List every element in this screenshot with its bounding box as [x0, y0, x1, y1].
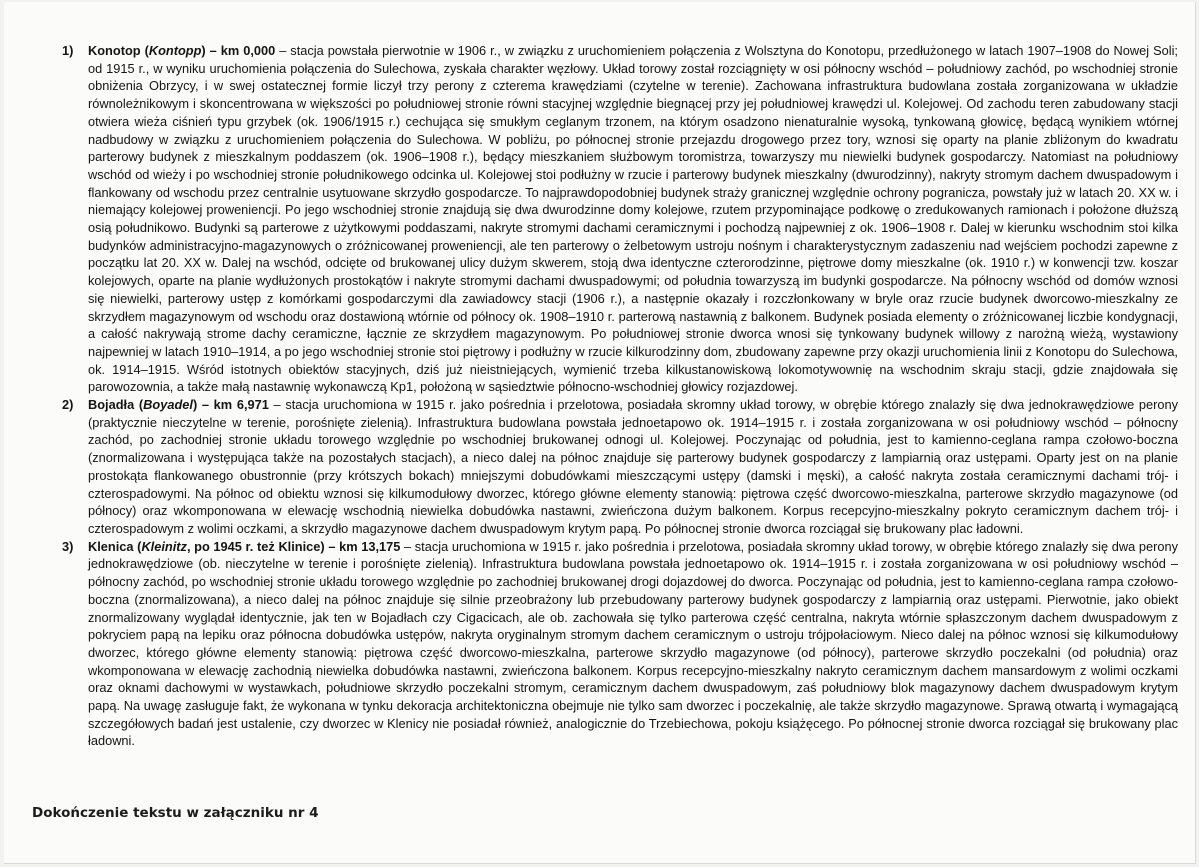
- station-entry-konotop: [54, 42, 1178, 396]
- paren-close: ): [192, 397, 198, 413]
- station-name: Konotop: [88, 43, 141, 58]
- paren-close: ): [320, 538, 325, 554]
- station-list: [54, 42, 1178, 750]
- paren-close: ): [201, 43, 206, 58]
- station-description: – stacja uruchomiona w 1915 r. jako pośrednia i przelotowa, posiadała skromny układ torowy, w obrębie którego znalazły się dwa jednokrawędziowe perony (praktycznie nieczytelne w terenie, porośnięte zielenią). Infrastruktura budowlana powstała jednoetapowo ok. 1914–1915 r. i została zorganizowana w osi południowy wschód – północny zachód, po zachodniej stronie układu torowego względnie po wschodniej brukowanej odnogi ul. Kolejowej. Poczynając od południa, jest to kamienno-ceglana rampa czołowo-boczna (znormalizowana i występująca także na pozostałych stacjach), a nieco dalej na północ znajduje się parterowy budynek gospodarczy z lampiarnią oraz ustępami. Oparty jest on na planie prostokąta flankowanego obustronnie (przy krótszych bokach) mniejszymi dobudówkami mieszczącymi ustępy (damski i męski), a całość nakryta została ceramicznymi dachami trój- i czterospadowymi. Na północ od obiektu wznosi się kilkumodułowy dworzec, którego główne elementy stanowią: piętrowa część dworcowo-mieszkalna, parterowe skrzydło magazynowe (od północy) oraz wkomponowana w elewację wschodnią niewielka dobudówka nastawni, zwieńczona dużym balkonem. Korpus recepcyjno-mieszkalny pokryto ceramicznym dachem trój- i czterospadowym z wolimi oczkami, a skrzydło magazynowe dachem dwuspadowym krytym papą. Po północnej stronie dworca rozciągał się brukowany plac ładowni.: [88, 397, 1178, 536]
- station-km: – km 6,971: [197, 397, 269, 413]
- station-entry-bojadla: [54, 396, 1178, 538]
- entry-number: 2): [62, 397, 74, 413]
- paren-open: (: [133, 538, 142, 554]
- station-name: Bojadła: [88, 397, 135, 413]
- paren-open: (: [134, 397, 144, 413]
- station-german-name: Kontopp: [148, 43, 202, 58]
- name-connector: , po 1945 r. też: [186, 538, 279, 554]
- station-km: – km 0,000: [205, 43, 276, 58]
- entry-number: 1): [62, 43, 74, 58]
- station-alt-name: Klinice: [278, 538, 321, 554]
- document-page: [4, 2, 1196, 864]
- station-german-name: Kleinitz: [141, 538, 187, 554]
- station-german-name: Boyadel: [143, 397, 193, 413]
- station-name: Klenica: [88, 538, 134, 554]
- station-description: – stacja powstała pierwotnie w 1906 r., w związku z uruchomieniem połączenia z Wolsztyna do Konotopu, przedłużonego w latach 1907–1908 do Nowej Soli; od 1915 r., w wyniku uruchomienia połączenia do Sulechowa, zyskała charakter węzłowy. Układ torowy został rozciągnięty w osi północny wschód – południowy zachód, po wschodniej stronie obniżenia Obrzycy, i w swej ostatecznej formie liczył trzy perony z czterema krawędziami (czytelne w terenie). Zachowana infrastruktura budowlana została zorganizowana w układzie równoleżnikowym i skoncentrowana w większości po południowej stronie równi stacyjnej względnie biegnącej przy jej południowej krawędzi ul. Kolejowej. Od zachodu teren zabudowany stacji otwiera wieża ciśnień typu grzybek (ok. 1906/1915 r.) cechująca się smukłym ceglanym trzonem, na którym osadzono nienaturalnie wysoką, tynkowaną głowicę, będącą wynikiem wtórnej nadbudowy w związku z uruchomieniem połączenia do Sulechowa. W pobliżu, po północnej stronie przejazdu drogowego przez tory, wznosi się oparty na planie zbliżonym do kwadratu parterowy budynek z mieszkalnym poddaszem (ok. 1906–1908 r.), będący mieszkaniem służbowym toromistrza, towarzyszy mu niewielki budynek gospodarczy. Natomiast na południowy wschód od wieży i po wschodniej stronie południkowego odcinka ul. Kolejowej stoi podłużny w rzucie i parterowy budynek mieszkalny (dwurodzinny), nakryty stromym dachem dwuspadowym i flankowany od wschodu przez centralnie usytuowane skrzydło gospodarcze. To najprawdopodobniej budynek straży granicznej względnie ochrony pogranicza, powstały już w latach 20. XX w. i niemający kolejowej proweniencji. Po jego wschodniej stronie znajdują się dwa dwurodzinne domy kolejowe, rzutem przypominające podkowę o zredukowanych ramionach i położone dłuższą osią południkowo. Budynki są parterowe z użytkowymi poddaszami, nakryte stromymi dachami ceramicznymi i pochodzą najpewniej z ok. 1906–1908 r. Dalej w kierunku wschodnim stoi kilka budynków administracyjno-magazynowych o zróżnicowanej proweniencji, ale ten parterowy o żelbetowym ustroju nośnym i charakterystycznym zadaszeniu nad wejściem pochodzi zapewne z początku lat 20. XX w. Dalej na wschód, odcięte od brukowanej ulicy dużym skwerem, stoją dwa identyczne czterorodzinne, piętrowe domy mieszkalne (ok. 1910 r.) w konwencji tzw. koszar kolejowych, oparte na planie wydłużonych prostokątów i nakryte stromymi dachami dwuspadowymi; od południa towarzyszą im budynki gospodarcze. Na północny wschód od domów wznosi się niewielki, parterowy ustęp z komórkami gospodarczymi dla zawiadowcy stacji (1906 r.), a następnie okazały i rozczłonkowany w bryle oraz rzucie budynek dworcowo-mieszkalny ze skrzydłem magazynowym od wschodu oraz dostawioną wtórnie od północy ok. 1908–1910 r. parterową nastawnią z balkonem. Budynek posiada elementy o zróżnicowanej liczbie kondygnacji, a całość nakrywają strome dachy ceramiczne, łącznie ze skrzydłem magazynowym. Po południowej stronie dworca wnosi się tynkowany budynek willowy z narożną wieżą, wystawiony najpewniej w latach 1910–1914, a po jego wschodniej stronie stoi piętrowy i podłużny w rzucie kilkurodzinny dom, zbudowany zapewne przy okazji uruchomienia linii z Konotopu do Sulechowa, ok. 1914–1915. Wśród istotnych obiektów stacyjnych, dziś już nieistniejących, wymienić trzeba kilkustanowiskową lokomotywownię na wschodnim skraju stacji, gdzie znajdowała się parowozownia, a także małą nastawnię wykonawczą Kp1, położoną w sąsiedztwie północno-wschodniej głowicy rozjazdowej.: [88, 43, 1178, 395]
- entry-number: 3): [62, 538, 74, 554]
- station-km: – km 13,175: [324, 538, 401, 554]
- paren-open: (: [140, 43, 149, 58]
- continuation-note: Dokończenie tekstu w załączniku nr 4: [32, 805, 319, 821]
- station-entry-klenica: [54, 538, 1178, 750]
- station-description: – stacja uruchomiona w 1915 r. jako pośrednia i przelotowa, posiadała skromny układ torowy, w obrębie którego znalazły się dwa perony jednokrawędziowe (ob. nieczytelne w terenie i porośnięte zielenią). Infrastruktura budowlana powstała jednoetapowo ok. 1914–1915 r. i została zorganizowana w osi południowy wschód – północny zachód, po wschodniej stronie układu torowego względnie po zachodniej brukowanej drogi dojazdowej do dworca. Poczynając od południa, jest to kamienno-ceglana rampa czołowo-boczna (znormalizowana), a nieco dalej na północ znajduje się silnie przeobrażony lub przebudowany parterowy budynek gospodarczy z lampiarnią oraz ustępami. Pierwotnie, jako obiekt znormalizowany wyglądał identycznie, jak ten w Bojadłach czy Cigacicach, ale ob. zachowała się tylko parterowa część centralna, nakryta wtórnie spłaszczonym dachem dwuspadowym z pokryciem papą na lepiku oraz północna dobudówka ustępów, nakryta oryginalnym stromym dachem ceramicznym o ustroju trójpołaciowym. Nieco dalej na północ wznosi się kilkumodułowy dworzec, którego główne elementy stanowią: piętrowa część dworcowo-mieszkalna, parterowe skrzydło magazynowe (od północy), parterowe skrzydło poczekalni (od południa) oraz wkomponowana w elewację zachodnią niewielka dobudówka nastawni, zwieńczona balkonem. Korpus recepcyjno-mieszkalny nakryto ceramicznym dachem mansardowym z wolimi oczkami oraz oknami dachowymi w wystawkach, południowe skrzydło poczekalni stromym, ceramicznym dachem dwuspadowym, zaś południowy blok magazynowy dachem dwuspadowym krytym papą. Na uwagę zasługuje fakt, że wykonana w tynku dekoracja architektoniczna obejmuje nie tylko sam dworzec i poczekalnię, ale także skrzydło magazynowe. Sprawą otwartą i wymagającą szczegółowych badań jest ustalenie, czy dworzec w Klenicy nie posiadał również, analogicznie do Trzebiechowa, pokoju książęcego. Po północnej stronie dworca rozciągał się brukowany plac ładowni.: [88, 538, 1178, 749]
